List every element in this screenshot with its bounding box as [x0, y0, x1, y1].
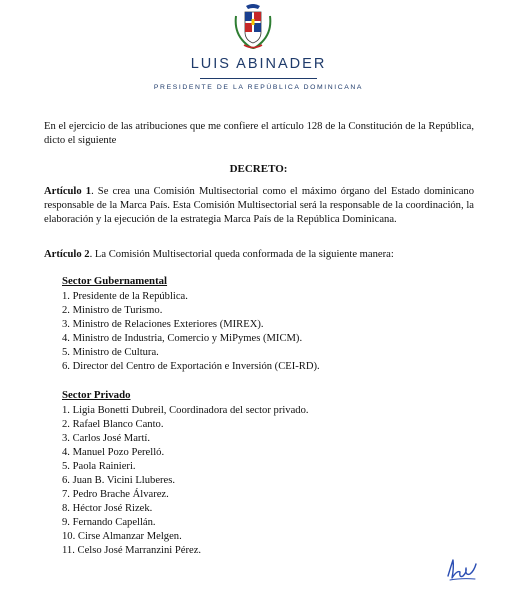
list-item: 3. Ministro de Relaciones Exteriores (MIREX). [62, 319, 264, 330]
sector-privado-list [62, 404, 309, 558]
list-item: 4. Manuel Pozo Perelló. [62, 447, 165, 458]
decree-heading: DECRETO: [229, 163, 288, 175]
list-item: 7. Pedro Brache Álvarez. [62, 489, 169, 500]
list-item: 10. Cirse Almanzar Melgen. [62, 531, 182, 542]
list-item: 11. Celso José Marranzini Pérez. [62, 545, 202, 556]
article-2-text: . La Comisión Multisectorial queda conformada de la siguiente manera: [89, 249, 394, 260]
list-item: 2. Rafael Blanco Canto. [62, 419, 164, 430]
list-item: 3. Carlos José Martí. [62, 433, 150, 444]
list-item: 5. Paola Rainieri. [62, 461, 136, 472]
sector-gubernamental-list [62, 290, 320, 374]
list-item: 4. Ministro de Industria, Comercio y MiPymes (MICM). [62, 333, 303, 344]
sector-gubernamental-title: Sector Gubernamental [62, 275, 168, 287]
article-2-label: Artículo 2 [44, 249, 90, 260]
list-item: 8. Héctor José Rizek. [62, 503, 153, 514]
signature-initials-icon [445, 556, 479, 582]
coat-of-arms-icon [232, 2, 274, 50]
list-item: 6. Juan B. Vicini Lluberes. [62, 475, 176, 486]
sector-privado-title: Sector Privado [62, 389, 131, 401]
intro-paragraph: En el ejercicio de las atribuciones que me confiere el artículo 128 de la Constitución de la República, dicto el siguiente [44, 121, 474, 146]
list-item: 5. Ministro de Cultura. [62, 347, 159, 358]
article-2 [44, 248, 474, 262]
letterhead-name: LUIS ABINADER [190, 56, 327, 72]
article-1 [44, 185, 474, 227]
article-1-text: . Se crea una Comisión Multisectorial como el máximo órgano del Estado dominicano responsable de la Marca País. Esta Comisión Multisectorial será la responsable de la coordinación, la elaboración y la ejecución de la estrategia Marca País de la República Dominicana. [44, 186, 474, 225]
list-item: 1. Ligia Bonetti Dubreil, Coordinadora del sector privado. [62, 405, 309, 416]
list-item: 9. Fernando Capellán. [62, 517, 156, 528]
list-item: 2. Ministro de Turismo. [62, 305, 163, 316]
letterhead-divider [200, 78, 317, 79]
list-item: 6. Director del Centro de Exportación e Inversión (CEI-RD). [62, 361, 320, 372]
article-1-label: Artículo 1 [44, 186, 92, 197]
letterhead-subtitle: PRESIDENTE DE LA REPÚBLICA DOMINICANA [153, 84, 364, 91]
list-item: 1. Presidente de la República. [62, 291, 188, 302]
